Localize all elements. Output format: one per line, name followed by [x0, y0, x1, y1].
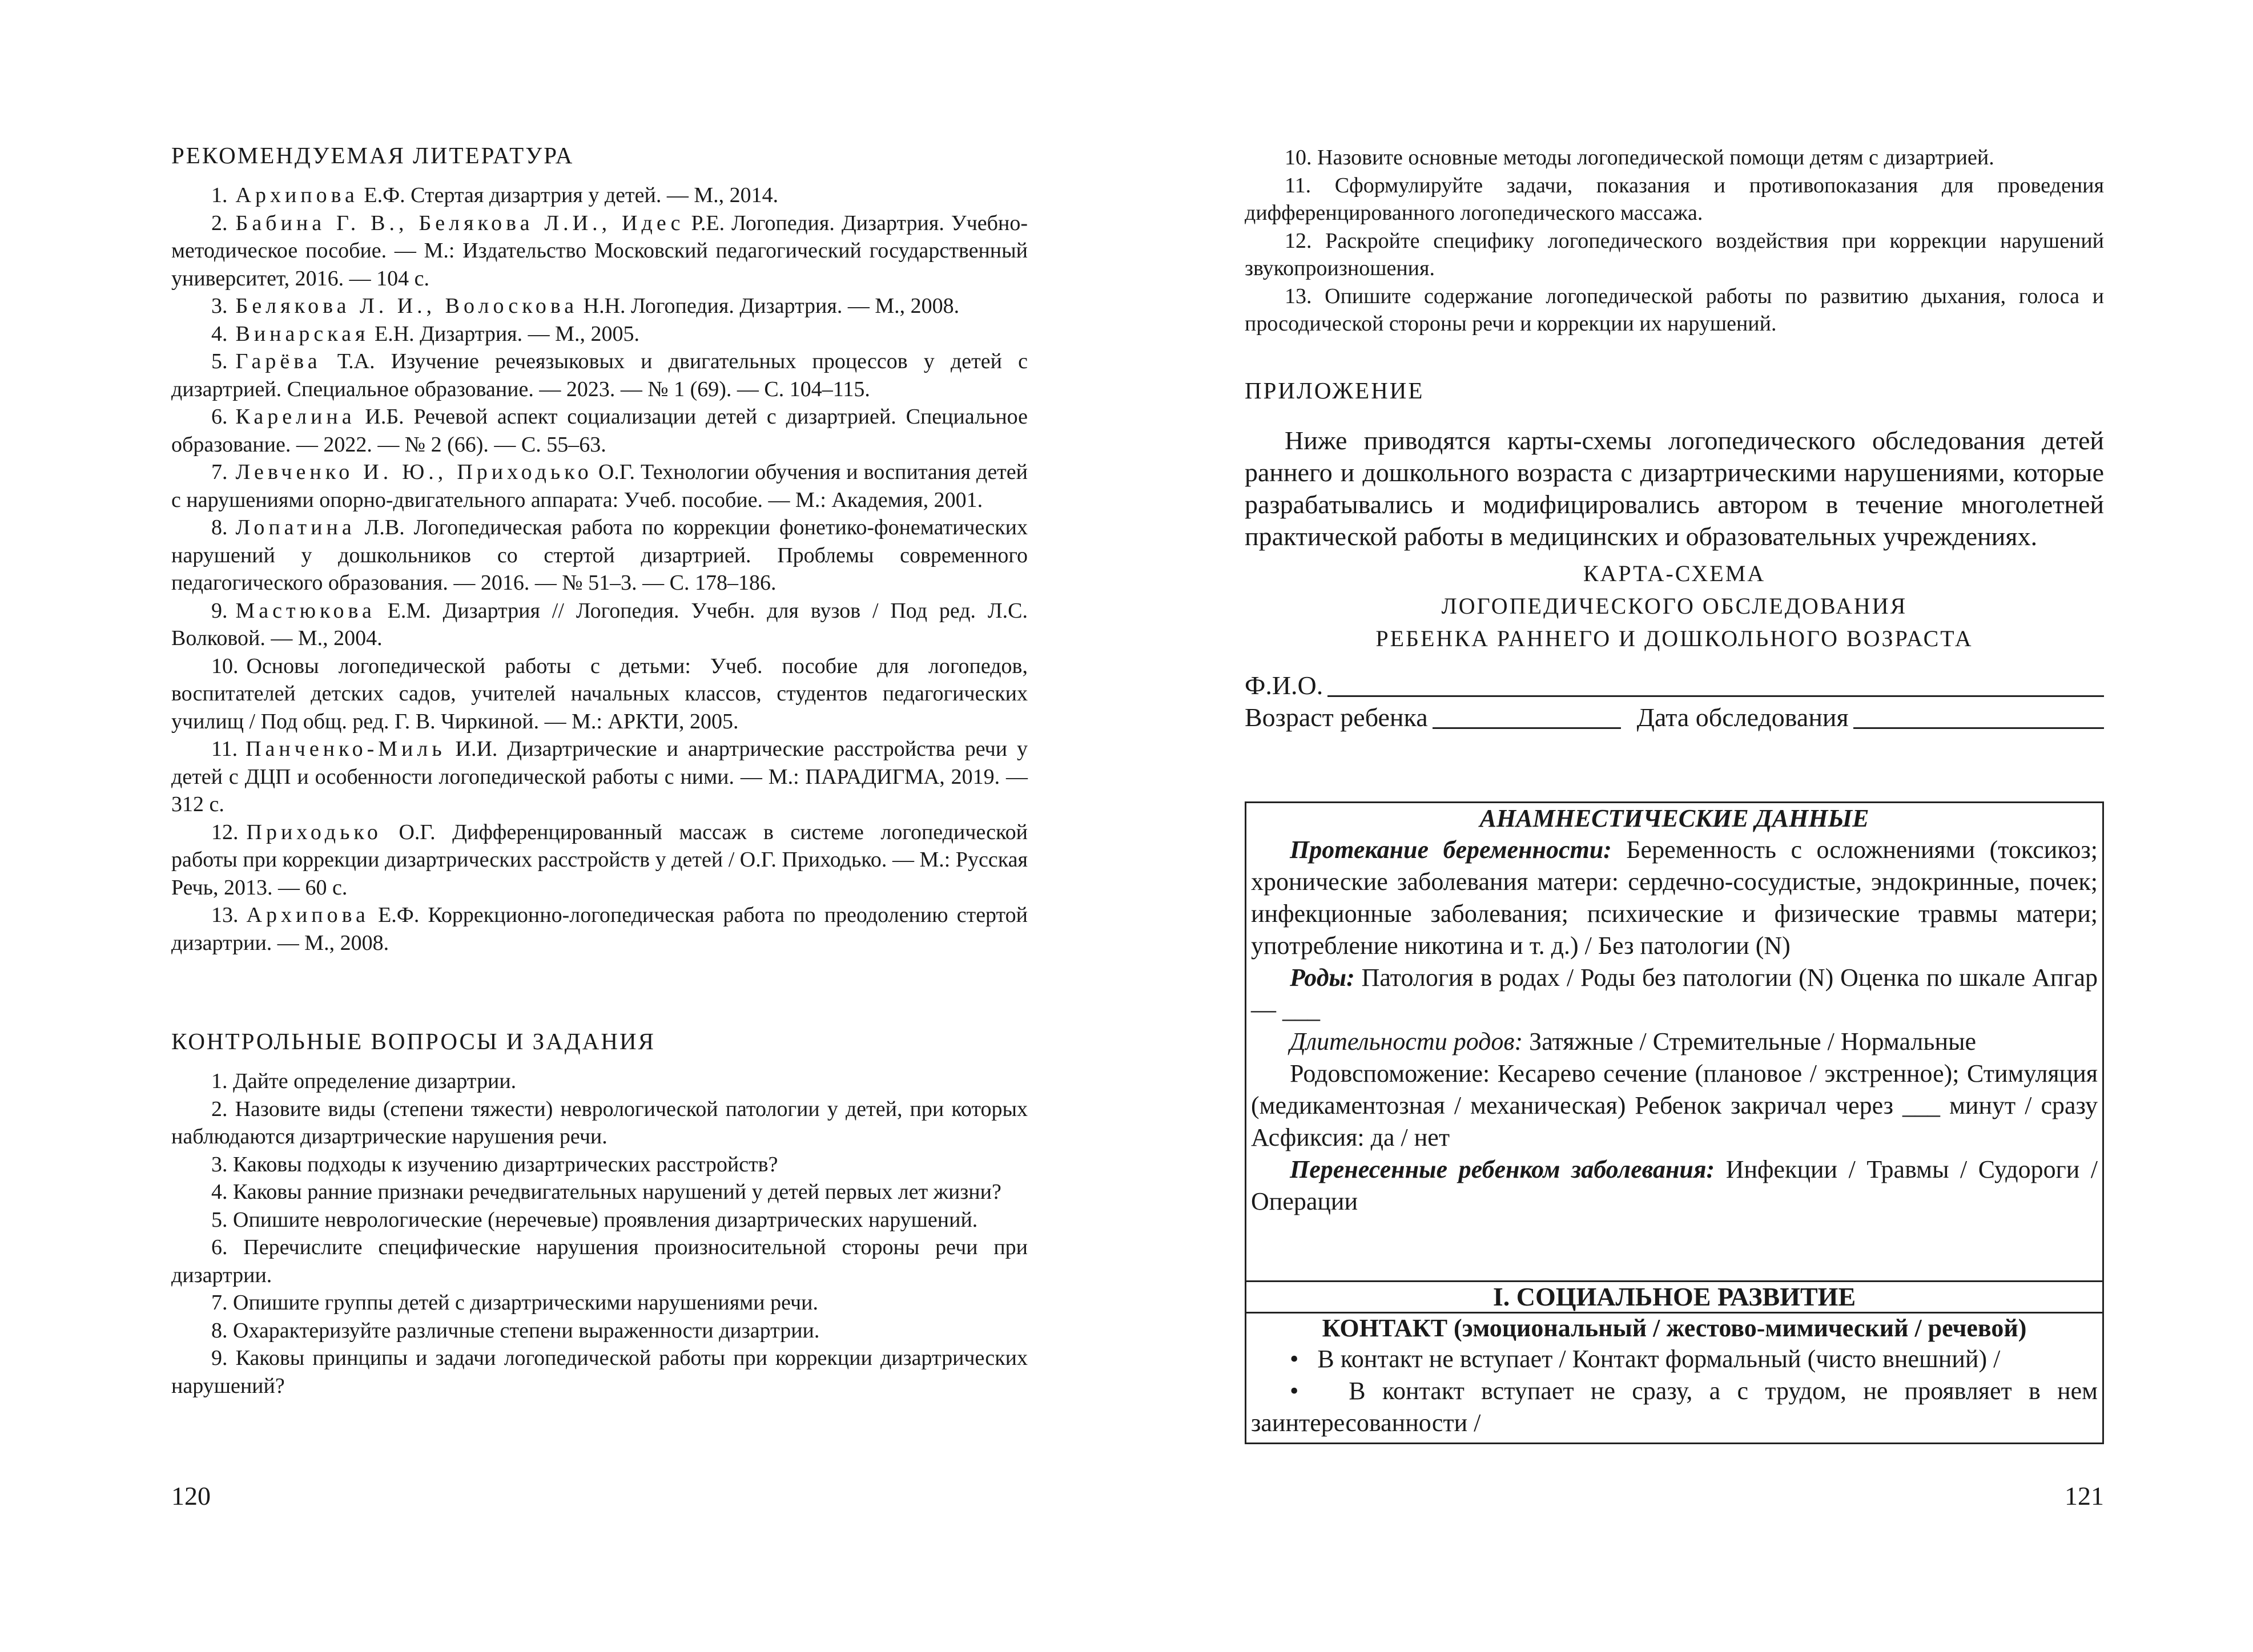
pregnancy-row [1251, 834, 2098, 962]
assist-row: Родовспоможение: Кесарево сечение (плановое / экстренное); Стимуляция (медикаментозная / механическая) Ребенок закричал через ___ минут / сразу Асфиксия: да / нет [1251, 1059, 2098, 1151]
question-item: 13. Опишите содержание логопедической работы по развитию дыхания, голоса и просодической стороны речи и коррекции их нарушений. [1245, 284, 2104, 336]
literature-item [171, 209, 1028, 293]
literature-item-text: Е.М. Дизартрия // Логопедия. Учебн. для вузов / Под ред. Л.С. Волковой. — М., 2004. [171, 598, 1028, 650]
birth-row [1251, 962, 2098, 1026]
literature-item [171, 597, 1028, 652]
literature-item-author: Левченко И. Ю., Приходько [235, 460, 593, 484]
card-title [1245, 557, 2104, 655]
literature-section [171, 142, 1028, 957]
literature-item [171, 320, 1028, 348]
literature-item-number: 12. [211, 820, 239, 844]
literature-item-number: 2. [211, 211, 228, 235]
literature-item-author: Архипова [246, 903, 369, 927]
literature-item [171, 292, 1028, 320]
bullet-icon: • [1290, 1377, 1349, 1405]
date-field[interactable] [1853, 704, 2104, 729]
diseases-label: Перенесенные ребенком заболевания: [1290, 1155, 1715, 1183]
contact-cell [1246, 1313, 2102, 1439]
literature-item-text: Т.А. Изучение речеязыковых и двигательных процессов у детей с дизартрией. Специальное образование. — 2023. — № 1 (69). — С. 104–115. [171, 349, 1028, 401]
questions-continued [1245, 144, 2104, 338]
literature-item [171, 458, 1028, 514]
literature-item-text: Р.Е. Логопедия. Дизартрия. Учебно-методическое пособие. — М.: Издательство Московский педагогический государственный университет, 2016. — 104 с. [171, 211, 1028, 291]
bullet-icon: • [1290, 1345, 1318, 1373]
survey-card-table [1245, 801, 2104, 1444]
appendix-section [1245, 377, 2104, 734]
page-number-left: 120 [171, 1481, 211, 1510]
diseases-row [1251, 1154, 2098, 1218]
contact-bullet-1 [1251, 1343, 2098, 1375]
literature-item-author: Мастюкова [235, 598, 376, 623]
pregnancy-text: Беременность с осложнениями (токсикоз; хронические заболевания матери: сердечно-сосудистые, эндокринные, почек; инфекционные заболевания; психические и физические травмы матери; употребление никотина и т. д.) / Без патологии (N) [1251, 836, 2098, 960]
literature-item [171, 514, 1028, 597]
literature-item [171, 348, 1028, 403]
question-item: 10. Назовите основные методы логопедической помощи детям с дизартрией. [1285, 146, 1994, 170]
date-label: Дата обследования [1636, 703, 1849, 732]
literature-list [171, 182, 1028, 957]
literature-item-text: Е.Н. Дизартрия. — М., 2005. [369, 321, 639, 346]
literature-item-author: Панченко-Миль [246, 737, 446, 761]
question-item: 2. Назовите виды (степени тяжести) неврологической патологии у детей, при которых наблюдаются дизартрические нарушения речи. [171, 1097, 1028, 1149]
literature-item [171, 819, 1028, 902]
duration-row [1251, 1026, 2098, 1058]
social-header: I. СОЦИАЛЬНОЕ РАЗВИТИЕ [1492, 1282, 1856, 1311]
page-number-right: 121 [2065, 1481, 2104, 1510]
literature-item-number: 13. [211, 903, 239, 927]
birth-label: Роды: [1290, 964, 1355, 992]
questions-section [171, 1028, 1028, 1400]
literature-item-author: Гарёва [235, 349, 321, 373]
literature-item-text: Основы логопедической работы с детьми: Учеб. пособие для логопедов, воспитателей детских садов, учителей начальных классов, студентов педагогических училищ / Под общ. ред. Г. В. Чиркиной. — М.: АРКТИ, 2005. [171, 654, 1028, 734]
question-item: 7. Опишите группы детей с дизартрическими нарушениями речи. [211, 1291, 818, 1315]
literature-item-author: Бабина Г. В., Белякова Л.И., Идес [235, 211, 685, 235]
question-item: 8. Охарактеризуйте различные степени выраженности дизартрии. [211, 1318, 820, 1343]
literature-item-number: 1. [211, 183, 228, 207]
literature-item-number: 8. [211, 515, 228, 539]
contact-bullet-2 [1251, 1375, 2098, 1439]
diseases-text: Инфекции / Травмы / Судороги / Операции [1251, 1155, 2098, 1215]
contact-header: КОНТАКТ (эмоциональный / жестово-мимический / речевой) [1322, 1314, 2027, 1342]
age-field[interactable] [1433, 704, 1621, 729]
literature-item-text: Е.Ф. Коррекционно-логопедическая работа по преодолению стертой дизартрии. — М., 2008. [171, 903, 1028, 955]
literature-item-number: 6. [211, 405, 228, 429]
literature-item-text: О.Г. Дифференцированный массаж в системе логопедической работы при коррекции дизартрических расстройств у детей / О.Г. Приходько. — М.: Русская Речь, 2013. — 60 с. [171, 820, 1028, 900]
literature-item [171, 735, 1028, 819]
literature-item-author: Архипова [235, 183, 359, 207]
duration-text: Затяжные / Стремительные / Нормальные [1523, 1028, 1977, 1055]
literature-item [171, 901, 1028, 957]
question-item: 9. Каковы принципы и задачи логопедической работы при коррекции дизартрических нарушений? [171, 1346, 1028, 1398]
question-item: 4. Каковы ранние признаки речедвигательных нарушений у детей первых лет жизни? [211, 1180, 1001, 1204]
contact-bullet-1-text: В контакт не вступает / Контакт формальный (чисто внешний) / [1317, 1345, 2001, 1373]
age-label: Возраст ребенка [1245, 703, 1428, 732]
question-item: 3. Каковы подходы к изучению дизартрических расстройств? [211, 1152, 778, 1176]
literature-item-author: Карелина [235, 405, 356, 429]
literature-item-number: 4. [211, 321, 228, 346]
literature-item-number: 7. [211, 460, 228, 484]
fio-row [1245, 670, 2104, 702]
literature-item-text: Л.В. Логопедическая работа по коррекции фонетико-фонематических нарушений у дошкольников со стертой дизартрией. Проблемы современного педагогического образования. — 2016. — № 51–3. — С. 178–186. [171, 515, 1028, 595]
literature-item [171, 182, 1028, 209]
card-title-line-3: РЕБЕНКА РАННЕГО И ДОШКОЛЬНОГО ВОЗРАСТА [1375, 626, 1973, 651]
literature-item-author: Приходько [246, 820, 382, 844]
pregnancy-label: Протекание беременности: [1290, 836, 1612, 864]
literature-item-author: Винарская [235, 321, 369, 346]
literature-item-number: 10. [211, 654, 239, 678]
duration-label: Длительности родов: [1290, 1028, 1523, 1055]
right-page [1245, 0, 2104, 1652]
birth-text: Патология в родах / Роды без патологии (N) Оценка по шкале Апгар — ___ [1251, 964, 2098, 1024]
card-title-line-2: ЛОГОПЕДИЧЕСКОГО ОБСЛЕДОВАНИЯ [1441, 593, 1908, 619]
fio-field[interactable] [1327, 672, 2104, 697]
literature-item-number: 11. [211, 737, 238, 761]
question-item: 11. Сформулируйте задачи, показания и противопоказания для проведения дифференцированного логопедического массажа. [1245, 173, 2104, 225]
question-item: 12. Раскройте специфику логопедического воздействия при коррекции нарушений звукопроизношения. [1245, 228, 2104, 280]
appendix-title: ПРИЛОЖЕНИЕ [1245, 377, 1425, 404]
fio-label: Ф.И.О. [1245, 671, 1323, 700]
appendix-intro-text: Ниже приводятся карты-схемы логопедического обследования детей раннего и дошкольного возраста с дизартрическими нарушениями, которые разрабатывались и модифицировались автором в течение многолетней практической работы в медицинских и образовательных учреждениях. [1245, 426, 2104, 551]
literature-item-text: И.И. Дизартрические и анартрические расстройства речи у детей с ДЦП и особенности логопедической работы с ними. — М.: ПАРАДИГМА, 2019. — 312 с. [171, 737, 1028, 816]
literature-item-text: О.Г. Технологии обучения и воспитания детей с нарушениями опорно-двигательного аппарата: Учеб. пособие. — М.: Академия, 2001. [171, 460, 1028, 512]
literature-item-text: Н.Н. Логопедия. Дизартрия. — М., 2008. [578, 294, 960, 318]
literature-item-author: Белякова Л. И., Волоскова [235, 294, 578, 318]
questions-list [171, 1067, 1028, 1400]
literature-item [171, 652, 1028, 736]
question-item: 1. Дайте определение дизартрии. [211, 1069, 517, 1093]
contact-bullet-2-text: В контакт вступает не сразу, а с трудом, не проявляет в нем заинтересованности / [1251, 1377, 2098, 1437]
literature-item-number: 9. [211, 598, 228, 623]
literature-item-text: Е.Ф. Стертая дизартрия у детей. — М., 2014. [358, 183, 779, 207]
question-item: 5. Опишите неврологические (неречевые) проявления дизартрических нарушений. [211, 1207, 978, 1232]
literature-item-text: И.Б. Речевой аспект социализации детей с дизартрией. Специальное образование. — 2022. — № 2 (66). — С. 55–63. [171, 405, 1028, 457]
anamnesis-cell [1246, 803, 2102, 1280]
question-item: 6. Перечислите специфические нарушения произносительной стороны речи при дизартрии. [171, 1235, 1028, 1287]
literature-item-number: 3. [211, 294, 228, 318]
anamnesis-header: АНАМНЕСТИЧЕСКИЕ ДАННЫЕ [1479, 804, 1869, 832]
literature-title: РЕКОМЕНДУЕМАЯ ЛИТЕРАТУРА [171, 142, 574, 168]
left-page [171, 0, 1028, 1652]
questions-title: КОНТРОЛЬНЫЕ ВОПРОСЫ И ЗАДАНИЯ [171, 1028, 655, 1054]
literature-item-author: Лопатина [235, 515, 356, 539]
age-date-row [1245, 702, 2104, 734]
appendix-intro [1245, 425, 2104, 553]
literature-item [171, 403, 1028, 458]
card-title-line-1: КАРТА-СХЕМА [1583, 561, 1766, 586]
literature-item-number: 5. [211, 349, 228, 373]
